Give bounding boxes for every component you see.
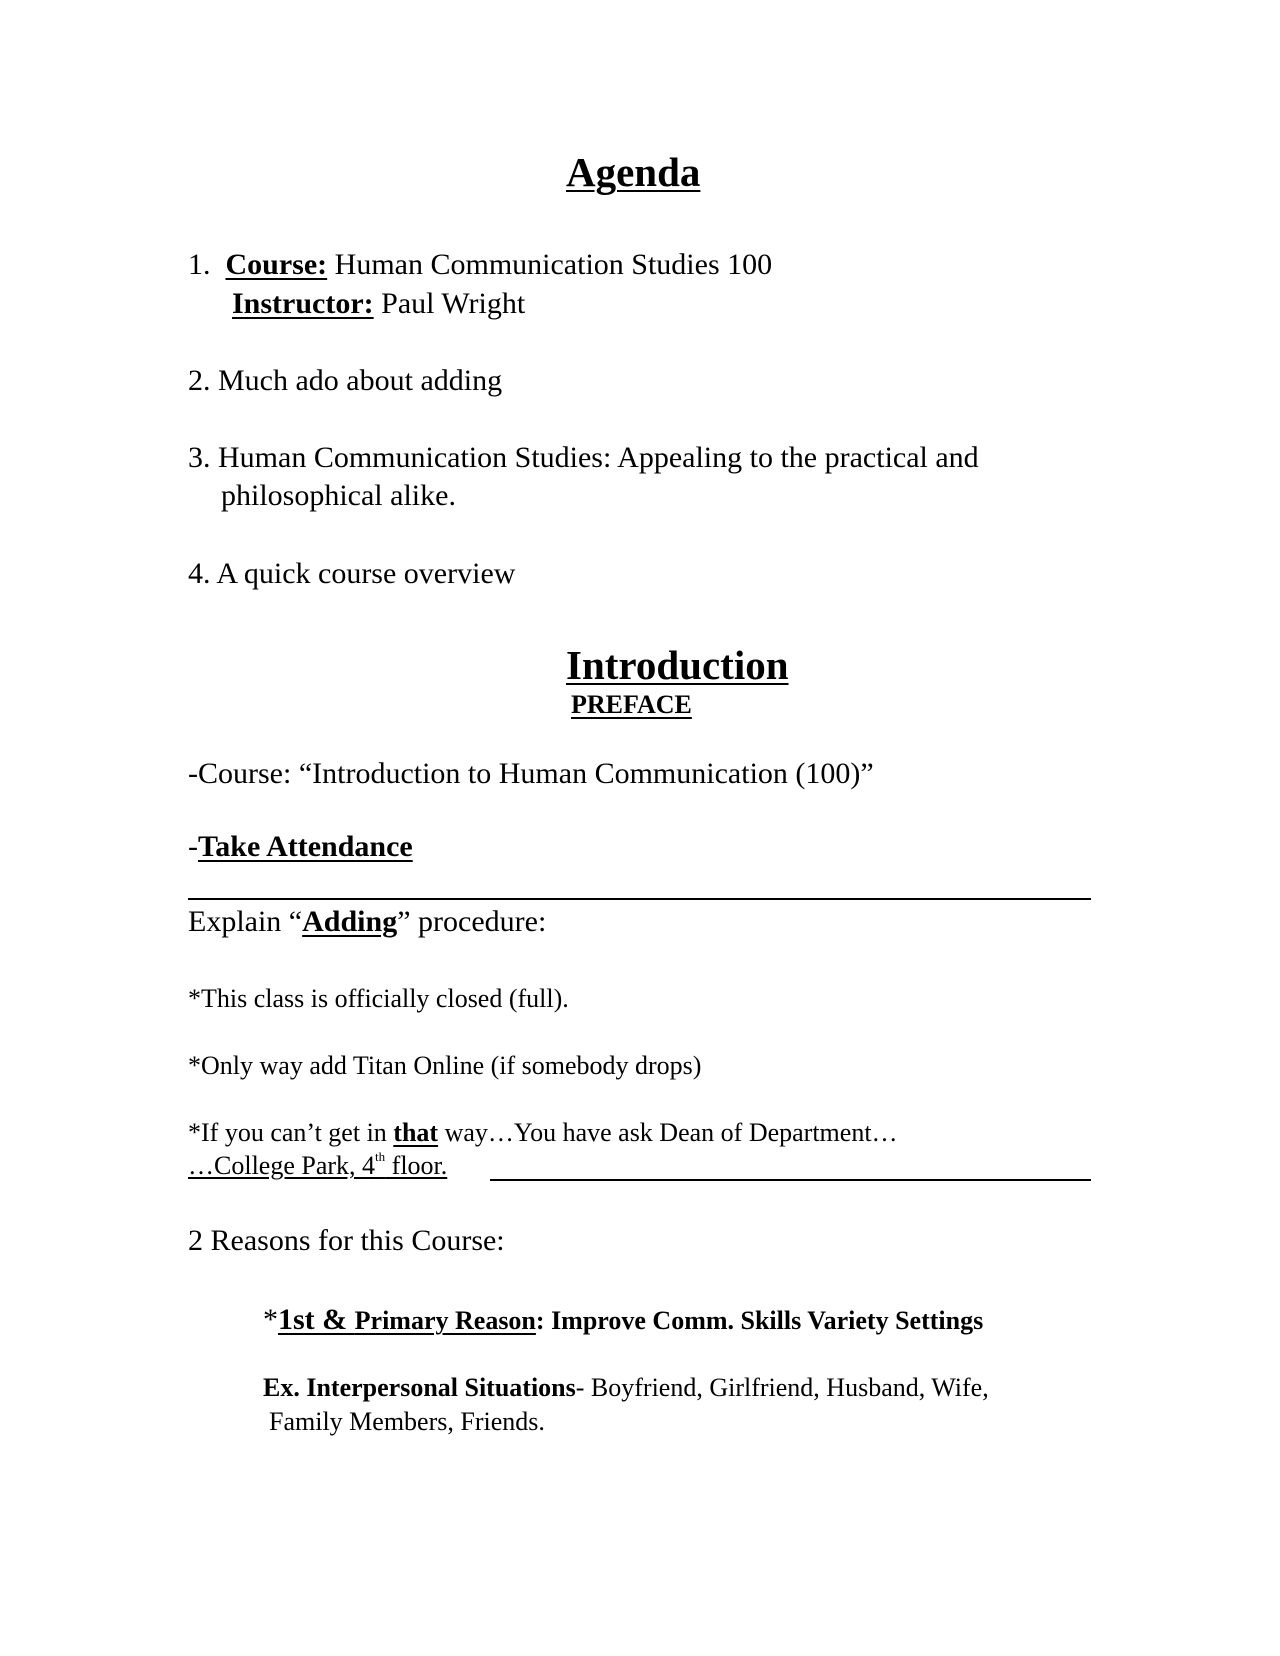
example-rest: - Boyfriend, Girlfriend, Husband, Wife,	[575, 1373, 989, 1402]
explain-adding-heading	[188, 905, 546, 939]
college-ordinal-suffix: th	[375, 1149, 386, 1164]
reason-1-ordinal: 1st &	[278, 1303, 355, 1336]
preface-subtitle: PREFACE	[571, 690, 692, 719]
explain-suffix: ” procedure:	[397, 905, 547, 938]
agenda-item-2: 2. Much ado about adding	[188, 364, 503, 397]
dean-emphasis: that	[393, 1118, 439, 1147]
dean-prefix: *If you can’t get in	[188, 1118, 394, 1147]
agenda-item-3-line-1: 3. Human Communication Studies: Appealing to the practical and	[188, 441, 979, 474]
closed-note: *This class is officially closed (full).	[188, 984, 569, 1013]
introduction-title: Introduction	[566, 642, 789, 688]
course-line: -Course: “Introduction to Human Communication (100)”	[188, 757, 874, 790]
college-prefix: …College Park, 4	[188, 1151, 376, 1180]
explain-adding-word: Adding	[302, 905, 398, 938]
attendance-dash: -	[188, 830, 198, 863]
reason-1-text: : Improve Comm. Skills Variety Settings	[535, 1306, 984, 1335]
agenda-title: Agenda	[566, 149, 701, 195]
example-line-1	[263, 1373, 989, 1403]
separator-rule	[188, 898, 1091, 900]
take-attendance	[188, 830, 413, 864]
attendance-label: Take Attendance	[198, 830, 413, 863]
reason-1-star: *	[263, 1303, 278, 1336]
instructor-label: Instructor:	[232, 287, 374, 320]
example-label: Ex. Interpersonal Situations	[263, 1373, 576, 1402]
agenda-item-1-course	[188, 248, 772, 282]
course-value: Human Communication Studies 100	[327, 248, 773, 281]
agenda-item-4: 4. A quick course overview	[188, 557, 516, 590]
reason-1-label: Primary Reason	[354, 1306, 536, 1335]
agenda-item-3-line-2: philosophical alike.	[221, 479, 456, 512]
dean-suffix: way…You have ask Dean of Department…	[438, 1118, 898, 1147]
explain-prefix: Explain “	[188, 905, 303, 938]
dean-note	[188, 1118, 898, 1148]
college-park-fill-line	[490, 1179, 1091, 1181]
titan-online-note: *Only way add Titan Online (if somebody drops)	[188, 1051, 702, 1080]
college-park-note	[188, 1151, 447, 1181]
college-suffix: floor.	[385, 1151, 448, 1180]
example-line-2: Family Members, Friends.	[269, 1407, 545, 1436]
reasons-heading: 2 Reasons for this Course:	[188, 1224, 505, 1257]
reason-1	[263, 1303, 983, 1337]
agenda-item-1-number: 1.	[188, 248, 211, 281]
agenda-item-1-instructor	[232, 287, 525, 321]
course-label: Course:	[225, 248, 328, 281]
instructor-value: Paul Wright	[373, 287, 526, 320]
